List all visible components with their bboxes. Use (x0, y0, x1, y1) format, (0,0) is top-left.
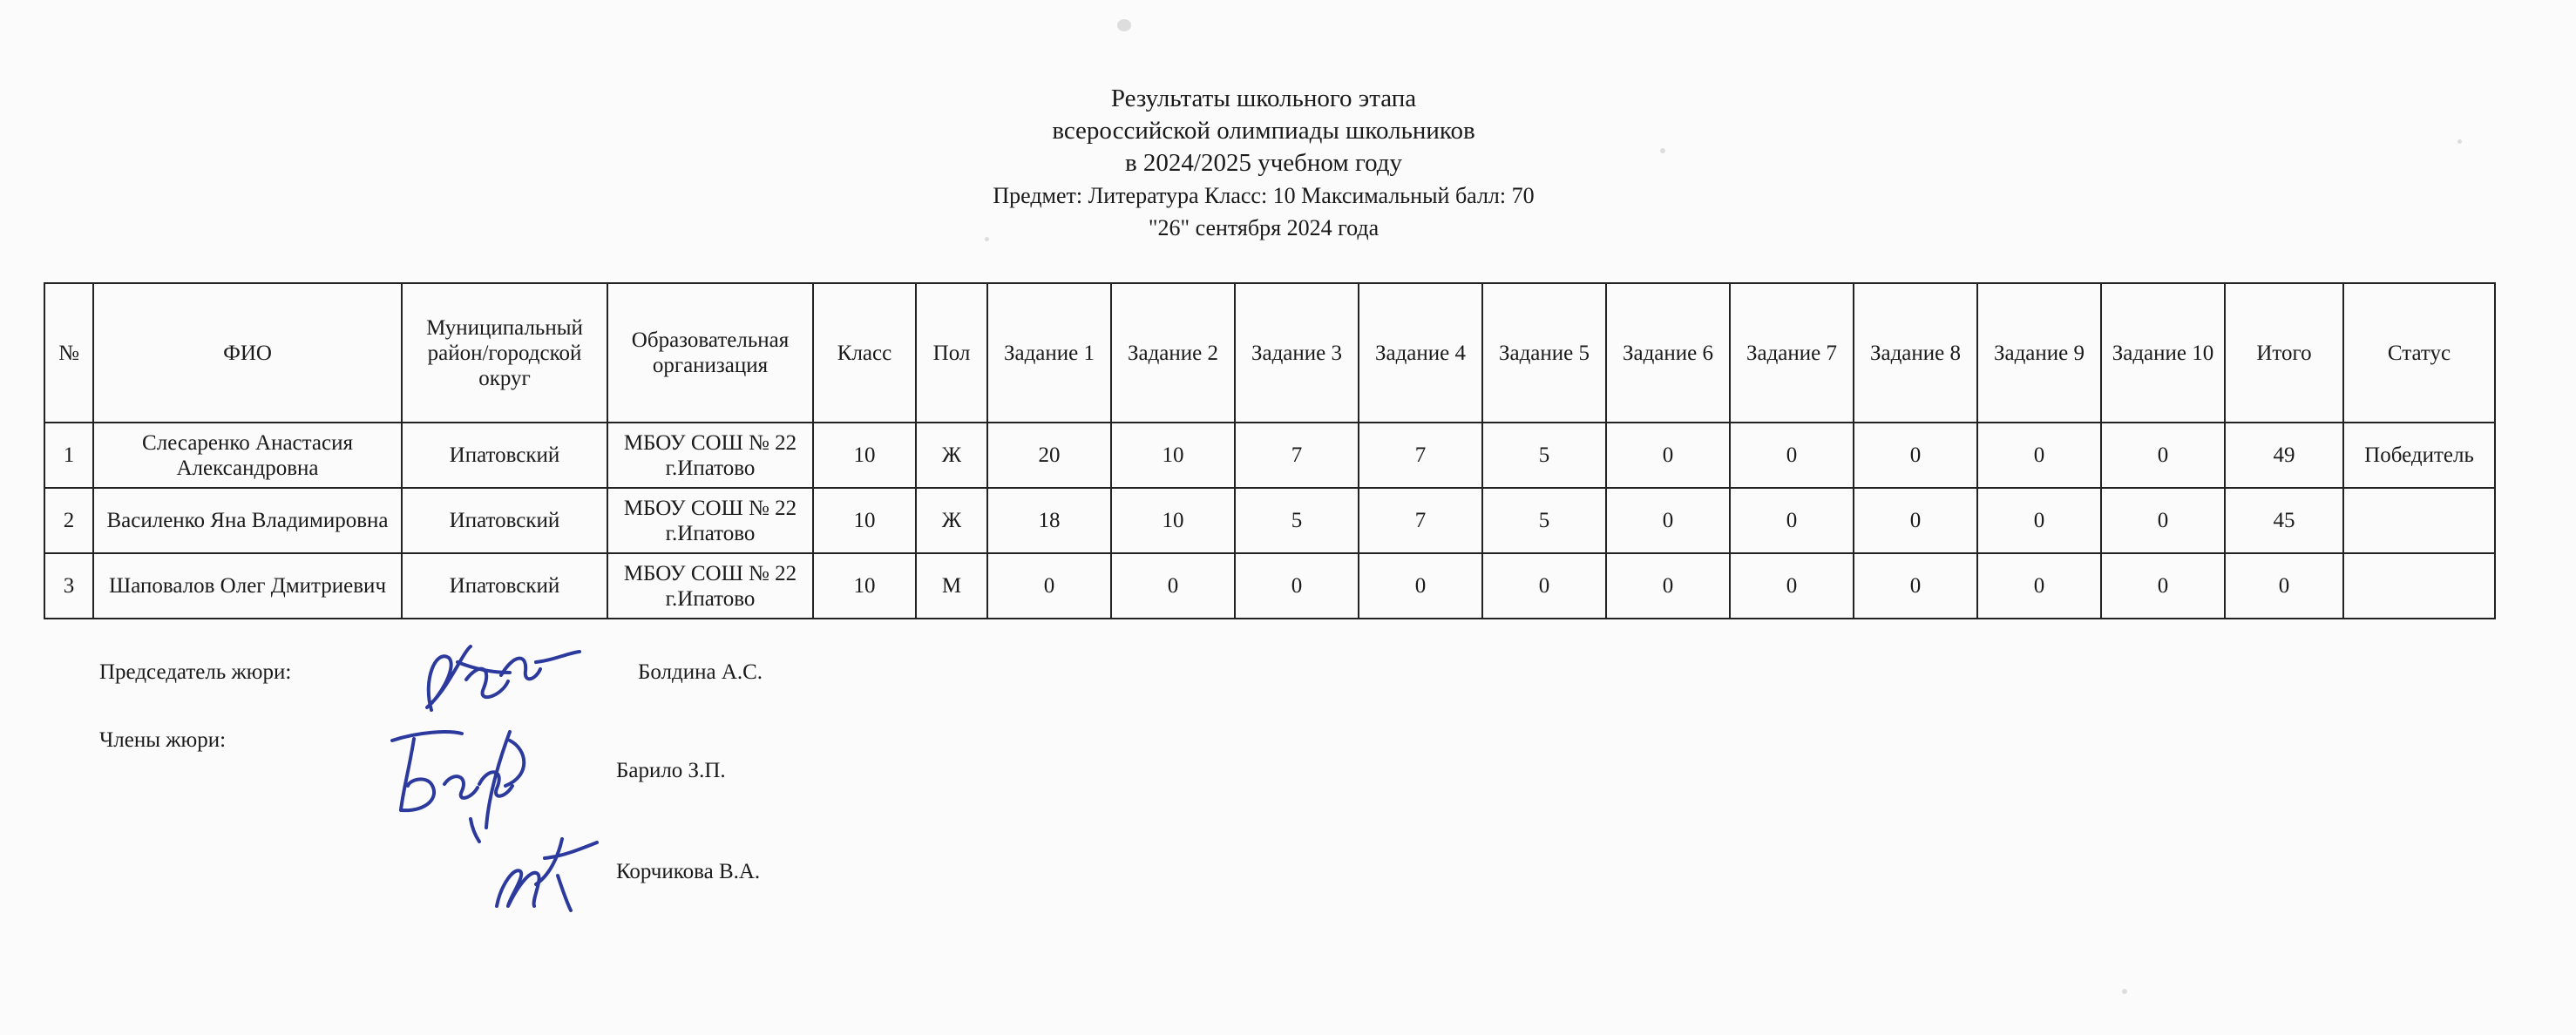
district: Ипатовский (402, 553, 607, 619)
task-score: 0 (2101, 553, 2225, 619)
document-header (0, 83, 2527, 244)
task-score: 0 (1854, 488, 1977, 553)
date-line: "26" сентября 2024 года (1148, 215, 1380, 240)
jury-member-name: Корчикова В.А. (616, 860, 761, 883)
results-table (44, 282, 2496, 619)
task-score: 7 (1359, 423, 1482, 488)
column-header: Задание 4 (1359, 283, 1482, 423)
task-score: 0 (1977, 423, 2101, 488)
title-line-3: в 2024/2025 учебном году (1124, 149, 1403, 177)
grade: 10 (813, 488, 916, 553)
table-row (44, 553, 2495, 619)
column-header: ФИО (93, 283, 402, 423)
total-score: 45 (2225, 488, 2343, 553)
organization: МБОУ СОШ № 22 г.Ипатово (607, 488, 813, 553)
task-score: 0 (1854, 423, 1977, 488)
total-score: 0 (2225, 553, 2343, 619)
task-score: 0 (1482, 553, 1606, 619)
column-header: Класс (813, 283, 916, 423)
status: Победитель (2343, 423, 2495, 488)
student-name: Слесаренко Анастасия Александровна (93, 423, 402, 488)
scan-speck (1117, 19, 1131, 31)
column-header: Образовательная организация (607, 283, 813, 423)
task-score: 0 (1606, 423, 1730, 488)
task-score: 0 (1730, 423, 1854, 488)
row-number: 1 (44, 423, 93, 488)
task-score: 0 (1606, 553, 1730, 619)
column-header: Задание 3 (1235, 283, 1359, 423)
column-header: Задание 8 (1854, 283, 1977, 423)
task-score: 0 (1854, 553, 1977, 619)
jury-chair-label: Председатель жюри: (99, 660, 292, 684)
grade: 10 (813, 423, 916, 488)
task-score: 7 (1235, 423, 1359, 488)
table-row (44, 488, 2495, 553)
row-number: 3 (44, 553, 93, 619)
district: Ипатовский (402, 488, 607, 553)
title-line-2: всероссийской олимпиады школьников (1052, 117, 1475, 145)
task-score: 5 (1482, 488, 1606, 553)
gender: Ж (916, 423, 987, 488)
column-header: Задание 9 (1977, 283, 2101, 423)
organization: МБОУ СОШ № 22 г.Ипатово (607, 553, 813, 619)
subject-line: Предмет: Литература Класс: 10 Максимальный балл: 70 (993, 183, 1535, 208)
gender: М (916, 553, 987, 619)
scan-speck (2122, 989, 2127, 994)
column-header: № (44, 283, 93, 423)
member2-signature (484, 823, 606, 919)
status (2343, 553, 2495, 619)
column-header: Задание 7 (1730, 283, 1854, 423)
row-number: 2 (44, 488, 93, 553)
task-score: 0 (1235, 553, 1359, 619)
column-header: Итого (2225, 283, 2343, 423)
status (2343, 488, 2495, 553)
jury-member-name: Барило З.П. (616, 759, 726, 782)
title-line-1: Результаты школьного этапа (1110, 85, 1417, 112)
gender: Ж (916, 488, 987, 553)
grade: 10 (813, 553, 916, 619)
task-score: 5 (1235, 488, 1359, 553)
task-score: 0 (2101, 488, 2225, 553)
column-header: Задание 2 (1111, 283, 1235, 423)
jury-members-label: Члены жюри: (99, 728, 227, 752)
task-score: 20 (987, 423, 1111, 488)
jury-chair-name: Болдина А.С. (638, 660, 763, 684)
task-score: 10 (1111, 488, 1235, 553)
task-score: 0 (1359, 553, 1482, 619)
district: Ипатовский (402, 423, 607, 488)
student-name: Шаповалов Олег Дмитриевич (93, 553, 402, 619)
task-score: 7 (1359, 488, 1482, 553)
column-header: Задание 6 (1606, 283, 1730, 423)
table-row (44, 423, 2495, 488)
task-score: 0 (1111, 553, 1235, 619)
task-score: 10 (1111, 423, 1235, 488)
task-score: 0 (1730, 553, 1854, 619)
column-header: Статус (2343, 283, 2495, 423)
task-score: 5 (1482, 423, 1606, 488)
task-score: 0 (987, 553, 1111, 619)
student-name: Василенко Яна Владимировна (93, 488, 402, 553)
task-score: 18 (987, 488, 1111, 553)
table-header-row (44, 283, 2495, 423)
column-header: Задание 1 (987, 283, 1111, 423)
task-score: 0 (1730, 488, 1854, 553)
task-score: 0 (2101, 423, 2225, 488)
column-header: Задание 5 (1482, 283, 1606, 423)
task-score: 0 (1977, 553, 2101, 619)
total-score: 49 (2225, 423, 2343, 488)
task-score: 0 (1606, 488, 1730, 553)
task-score: 0 (1977, 488, 2101, 553)
column-header: Пол (916, 283, 987, 423)
organization: МБОУ СОШ № 22 г.Ипатово (607, 423, 813, 488)
column-header: Муниципальный район/городской округ (402, 283, 607, 423)
column-header: Задание 10 (2101, 283, 2225, 423)
